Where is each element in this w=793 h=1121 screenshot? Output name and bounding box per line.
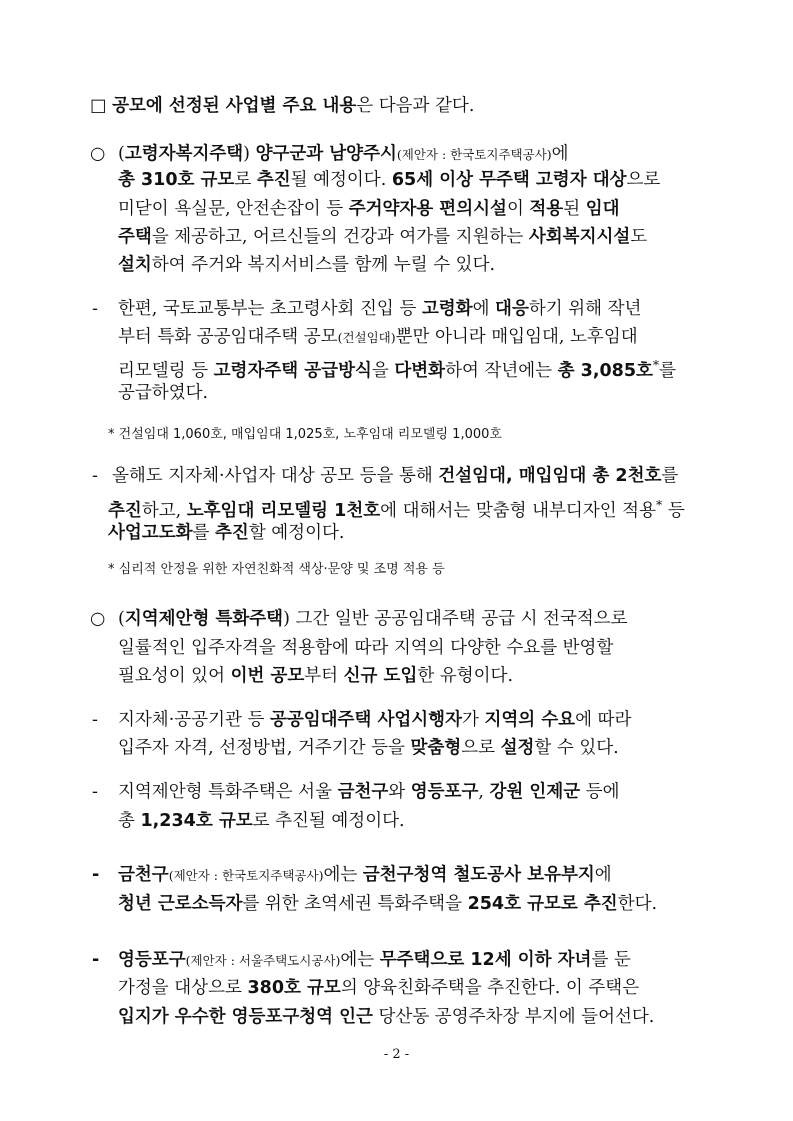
thisyear-line-2: 추진하고, 노후임대 리모델링 1천호에 대해서는 맞춤형 내부디자인 적용* 등: [108, 497, 685, 521]
dash-bullet-icon: -: [92, 710, 98, 730]
dash-bullet-icon: -: [92, 782, 98, 802]
aging-line-1: 한편, 국토교통부는 초고령사회 진입 등 고령화에 대응하기 위해 작년: [118, 299, 642, 319]
dash-bullet-icon: -: [92, 466, 98, 486]
regions-line-2: 총 1,234호 규모로 추진될 예정이다.: [118, 811, 405, 831]
regional-line-1: (지역제안형 특화주택) 그간 일반 공공임대주택 공급 시 전국적으로: [118, 609, 628, 629]
aging-line-3: 리모델링 등 고령자주택 공급방식을 다변화하여 작년에는 총 3,085호*를: [118, 357, 677, 381]
section-heading: □ 공모에 선정된 사업별 주요 내용은 다음과 같다.: [90, 96, 475, 116]
dash-bullet-icon: -: [92, 865, 100, 885]
senior-line-4: 주택을 제공하고, 어르신들의 건강과 여가를 지원하는 사회복지시설도: [118, 227, 648, 247]
ydp-line-2: 가정을 대상으로 380호 규모의 양육친화주택을 추진한다. 이 주택은: [118, 978, 640, 998]
thisyear-line-1: 올해도 지자체·사업자 대상 공모 등을 통해 건설임대, 매입임대 총 2천호를: [112, 466, 679, 486]
dash-bullet-icon: -: [92, 299, 98, 319]
thisyear-line-3: 사업고도화를 추진할 예정이다.: [108, 523, 345, 543]
aging-line-2: 부터 특화 공공임대주택 공모(건설임대)뿐만 아니라 매입임대, 노후임대: [118, 327, 638, 347]
custom-line-1: 지자체·공공기관 등 공공임대주택 사업시행자가 지역의 수요에 따라: [118, 710, 632, 730]
senior-line-2: 총 310호 규모로 추진될 예정이다. 65세 이상 무주택 고령자 대상으로: [118, 170, 661, 190]
circle-bullet-icon: ○: [90, 609, 106, 629]
regional-line-2: 일률적인 입주자격을 적용함에 따라 지역의 다양한 수요를 반영할: [118, 638, 614, 658]
geumcheon-line-2: 청년 근로소득자를 위한 초역세권 특화주택을 254호 규모로 추진한다.: [118, 894, 658, 914]
footnote-thisyear: * 심리적 안정을 위한 자연친화적 색상·문양 및 조명 적용 등: [108, 562, 445, 577]
regions-line-1: 지역제안형 특화주택은 서울 금천구와 영등포구, 강원 인제군 등에: [118, 782, 620, 802]
ydp-line-1: 영등포구(제안자 : 서울주택도시공사)에는 무주택으로 12세 이하 자녀를 둔: [118, 950, 631, 970]
page-number: - 2 -: [383, 1047, 410, 1062]
dash-bullet-icon: -: [92, 950, 100, 970]
senior-line-5: 설치하여 주거와 복지서비스를 함께 누릴 수 있다.: [118, 255, 496, 275]
ydp-line-3: 입지가 우수한 영등포구청역 인근 당산동 공영주차장 부지에 들어선다.: [118, 1007, 655, 1027]
circle-bullet-icon: ○: [90, 144, 106, 164]
senior-line-3: 미닫이 욕실문, 안전손잡이 등 주거약자용 편의시설이 적용된 임대: [118, 199, 620, 219]
senior-line-1: (고령자복지주택) 양구군과 남양주시(제안자 : 한국토지주택공사)에: [118, 144, 569, 164]
aging-line-4: 공급하였다.: [118, 383, 209, 403]
footnote-aging: * 건설임대 1,060호, 매입임대 1,025호, 노후임대 리모델링 1,000호: [108, 427, 502, 442]
regional-line-3: 필요성이 있어 이번 공모부터 신규 도입한 유형이다.: [118, 666, 514, 686]
geumcheon-line-1: 금천구(제안자 : 한국토지주택공사)에는 금천구청역 철도공사 보유부지에: [118, 865, 612, 885]
checkbox-square-icon: □: [90, 96, 107, 116]
custom-line-2: 입주자 자격, 선정방법, 거주기간 등을 맞춤형으로 설정할 수 있다.: [118, 738, 619, 758]
